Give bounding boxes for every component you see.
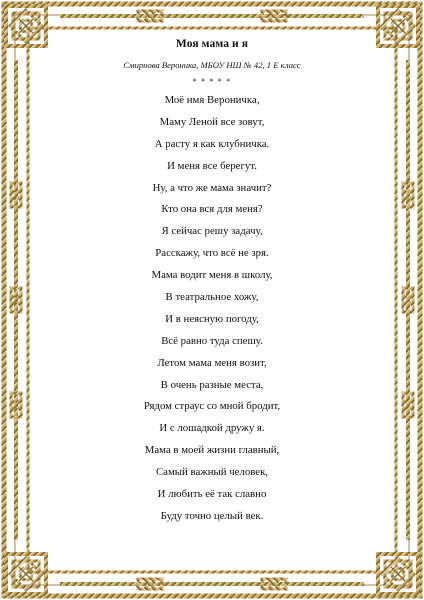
poem-line: Самый важный человек, [155,466,269,479]
poem-text [50,90,374,528]
poem-line: Кто она вся для меня? [161,203,263,216]
poem-line: В очень разные места, [160,378,264,391]
poem-line: А расту я как клубничка. [154,137,270,150]
poem-line: Буду точно целый век. [160,509,264,522]
poem-line: И любить её так славно [157,488,267,501]
poem-line: И с лошадкой дружу я. [159,422,265,435]
poem-line: И в неясную погоду, [165,312,259,325]
poem-line: Мама водит меня в школу, [151,269,273,282]
corner-ornament-bottom-left [6,554,46,594]
poem-line: Маму Леной все зовут, [159,115,265,128]
separator: * * * * * [192,77,232,86]
poem-line: Всё равно туда спешу. [161,334,263,347]
corner-ornament-top-left [6,6,46,46]
document-body [50,30,374,528]
poem-line: Летом мама меня возит, [157,356,267,369]
poem-title: Моя мама и я [175,38,249,50]
poem-line: И меня все берегут. [167,159,257,172]
poem-line: Рядом страус со мной бродит, [143,400,281,413]
poem-line: В театральное хожу, [165,291,259,304]
author-line: Смирнова Вероника, МБОУ НШ № 42, 1 Е класс [123,60,301,70]
corner-ornament-top-right [378,6,418,46]
corner-ornament-bottom-right [378,554,418,594]
poem-line: Ну, а что же мама значит? [152,181,272,194]
poem-line: Моё имя Вероничка, [164,94,260,106]
poem-line: Я сейчас решу задачу, [161,225,263,238]
poem-line: Мама в моей жизни главный, [144,444,280,457]
poem-line: Расскажу, что всё не зря. [155,247,269,260]
